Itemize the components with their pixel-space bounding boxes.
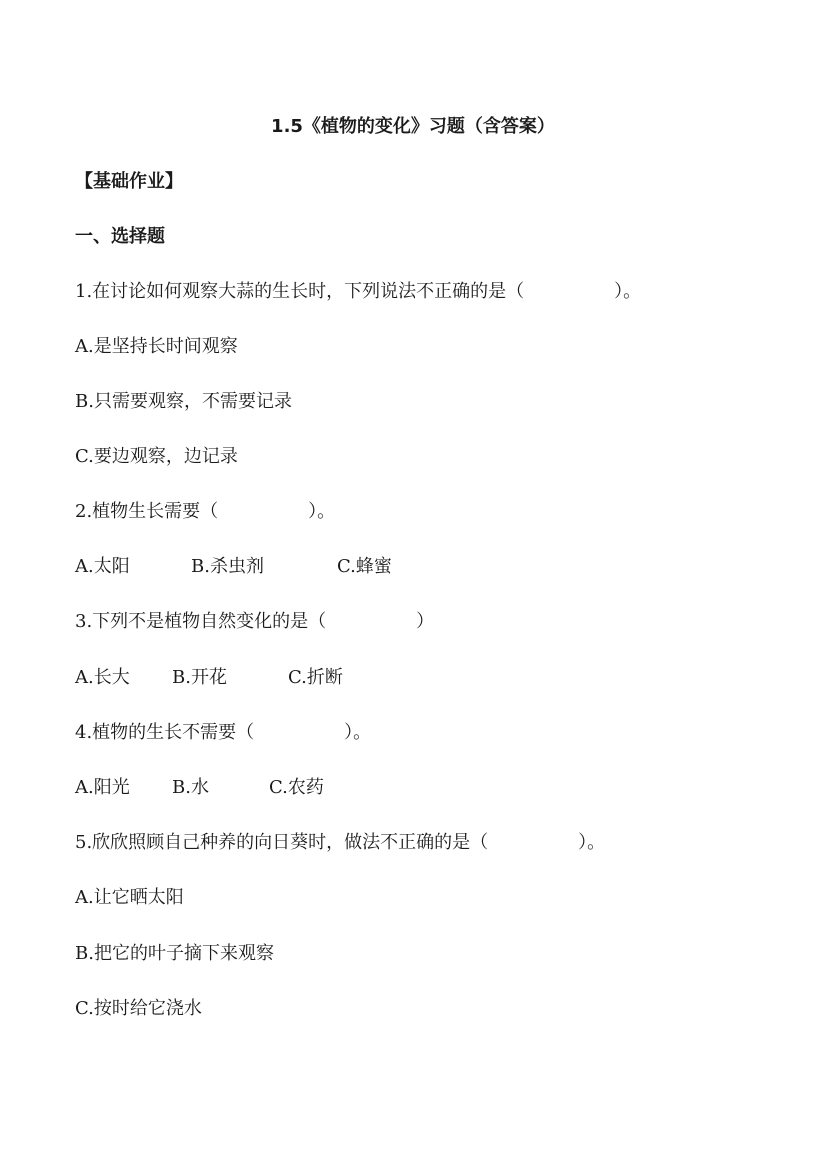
question-2-stem: 2.植物生长需要（ ）。 bbox=[75, 501, 336, 522]
subsection-heading: 一、选择题 bbox=[75, 226, 165, 247]
question-4-stem: 4.植物的生长不需要（ ）。 bbox=[75, 722, 372, 743]
document-title: 1.5《植物的变化》习题（含答案） bbox=[271, 116, 555, 137]
question-3-option-b: B.开花 bbox=[172, 667, 227, 688]
question-2-option-a: A.太阳 bbox=[75, 556, 130, 577]
question-1-option-a: A.是坚持长时间观察 bbox=[75, 336, 238, 357]
question-1-option-b: B.只需要观察，不需要记录 bbox=[75, 391, 292, 412]
question-4-option-c: C.农药 bbox=[269, 777, 324, 798]
question-4-option-a: A.阳光 bbox=[75, 777, 130, 798]
question-5-option-a: A.让它晒太阳 bbox=[75, 887, 184, 908]
question-1-option-c: C.要边观察，边记录 bbox=[75, 446, 238, 467]
question-3-option-c: C.折断 bbox=[288, 667, 343, 688]
question-5-stem: 5.欣欣照顾自己种养的向日葵时，做法不正确的是（ ）。 bbox=[75, 832, 606, 853]
question-4-option-b: B.水 bbox=[172, 777, 209, 798]
question-3-stem: 3.下列不是植物自然变化的是（ ） bbox=[75, 611, 435, 632]
question-5-option-c: C.按时给它浇水 bbox=[75, 998, 202, 1019]
question-2-option-c: C.蜂蜜 bbox=[337, 556, 392, 577]
section-heading: 【基础作业】 bbox=[75, 171, 183, 192]
question-1-stem: 1.在讨论如何观察大蒜的生长时，下列说法不正确的是（ ）。 bbox=[75, 281, 642, 302]
question-5-option-b: B.把它的叶子摘下来观察 bbox=[75, 943, 274, 964]
question-2-option-b: B.杀虫剂 bbox=[191, 556, 264, 577]
question-3-option-a: A.长大 bbox=[75, 667, 130, 688]
